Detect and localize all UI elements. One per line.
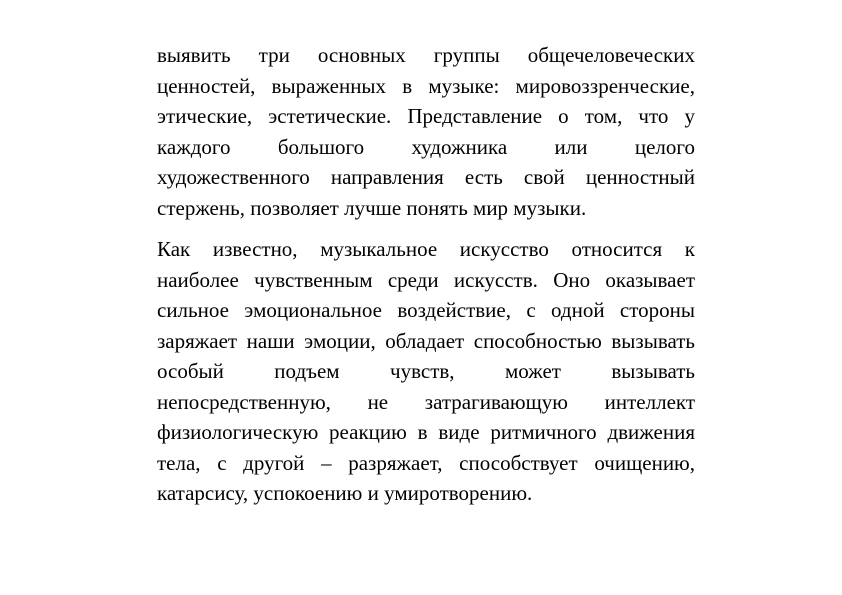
- paragraph-music-emotions: [157, 234, 695, 509]
- paragraph-values: [157, 40, 695, 223]
- text-line: наиболее чувственным среди искусств. Оно оказывает: [157, 267, 695, 292]
- text-line: физиологическую реакцию в виде ритмичного движения: [157, 420, 695, 444]
- text-line: особый подъем чувств, может вызывать: [157, 359, 695, 383]
- text-line: тела, с другой – разряжает, способствует очищению,: [157, 450, 695, 475]
- text-line: каждого большого художника или целого: [157, 134, 695, 159]
- text-line: художественного направления есть свой ценностный: [157, 165, 695, 189]
- text-line: непосредственную, не затрагивающую интеллект: [157, 389, 695, 414]
- text-line: сильное эмоциональное воздействие, с одной стороны: [157, 298, 695, 322]
- text-line: стержень, позволяет лучше понять мир музыки.: [157, 195, 587, 220]
- text-line: катарсису, успокоению и умиротворению.: [157, 481, 533, 505]
- text-line: ценностей, выраженных в музыке: мировоззренческие,: [157, 73, 695, 98]
- text-line: Как известно, музыкальное искусство относится к: [157, 237, 695, 261]
- document-page: [157, 40, 695, 509]
- text-line: заряжает наши эмоции, обладает способностью вызывать: [157, 328, 695, 353]
- text-line: выявить три основных группы общечеловеческих: [157, 43, 695, 67]
- text-line: этические, эстетические. Представление о том, что у: [157, 104, 695, 128]
